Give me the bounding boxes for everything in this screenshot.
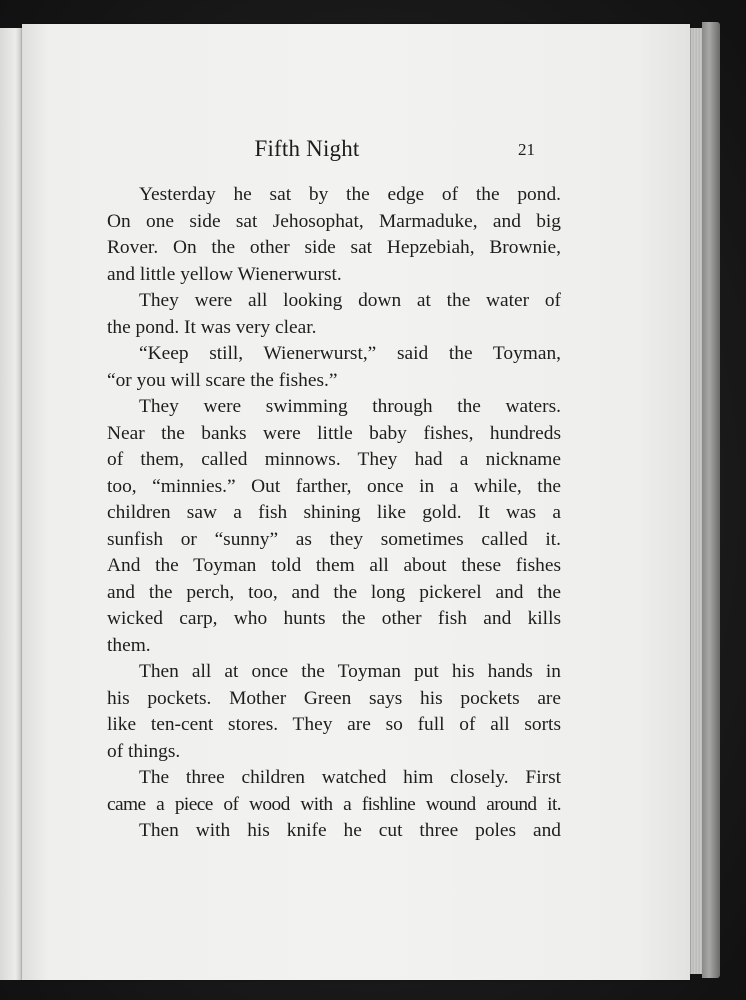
text-line: On one side sat Jehosophat, Marmaduke, and big	[107, 210, 561, 232]
paragraph	[75, 765, 561, 818]
book-page	[22, 24, 690, 980]
text-line: his pockets. Mother Green says his pockets are	[107, 687, 561, 709]
text-line: The three children watched him closely. First	[139, 767, 561, 788]
text-line: and the perch, too, and the long pickerel and the	[107, 581, 561, 603]
paragraph	[75, 288, 561, 341]
text-line: came a piece of wood with a fishline wound around it.	[107, 793, 561, 815]
paragraph	[75, 394, 561, 659]
page-stack-edge	[688, 28, 702, 974]
text-line: Then with his knife he cut three poles and	[139, 820, 561, 841]
page-header	[22, 136, 690, 166]
text-line: like ten-cent stores. They are so full of all sorts	[107, 714, 561, 735]
text-line: them.	[107, 634, 151, 656]
text-line: of them, called minnows. They had a nickname	[107, 449, 561, 470]
left-page-edge	[0, 28, 23, 980]
paragraph	[75, 341, 561, 394]
text-line: “Keep still, Wienerwurst,” said the Toyman,	[139, 343, 561, 364]
text-line: the pond. It was very clear.	[107, 316, 317, 338]
text-line: and little yellow Wienerwurst.	[107, 263, 342, 285]
text-line: Rover. On the other side sat Hepzebiah, Brownie,	[107, 237, 561, 258]
running-head: Fifth Night	[254, 136, 360, 161]
paragraph	[75, 818, 561, 845]
text-line: And the Toyman told them all about these fishes	[107, 555, 561, 576]
text-line: They were swimming through the waters.	[139, 396, 561, 417]
text-line: sunfish or “sunny” as they sometimes called it.	[107, 528, 561, 550]
paragraph	[75, 659, 561, 765]
body-text	[75, 182, 561, 845]
text-line: of things.	[107, 740, 181, 762]
text-line: Then all at once the Toyman put his hands in	[139, 661, 561, 682]
text-line: “or you will scare the fishes.”	[107, 369, 338, 391]
text-line: They were all looking down at the water of	[139, 290, 561, 311]
text-line: wicked carp, who hunts the other fish and kills	[107, 608, 561, 629]
text-line: too, “minnies.” Out farther, once in a while, the	[107, 475, 561, 497]
page-number: 21	[518, 140, 535, 159]
text-line: children saw a fish shining like gold. It was a	[107, 502, 561, 523]
book-cover-edge	[702, 22, 720, 978]
text-line: Yesterday he sat by the edge of the pond.	[139, 184, 561, 205]
paragraph	[75, 182, 561, 288]
text-line: Near the banks were little baby fishes, hundreds	[107, 422, 561, 444]
